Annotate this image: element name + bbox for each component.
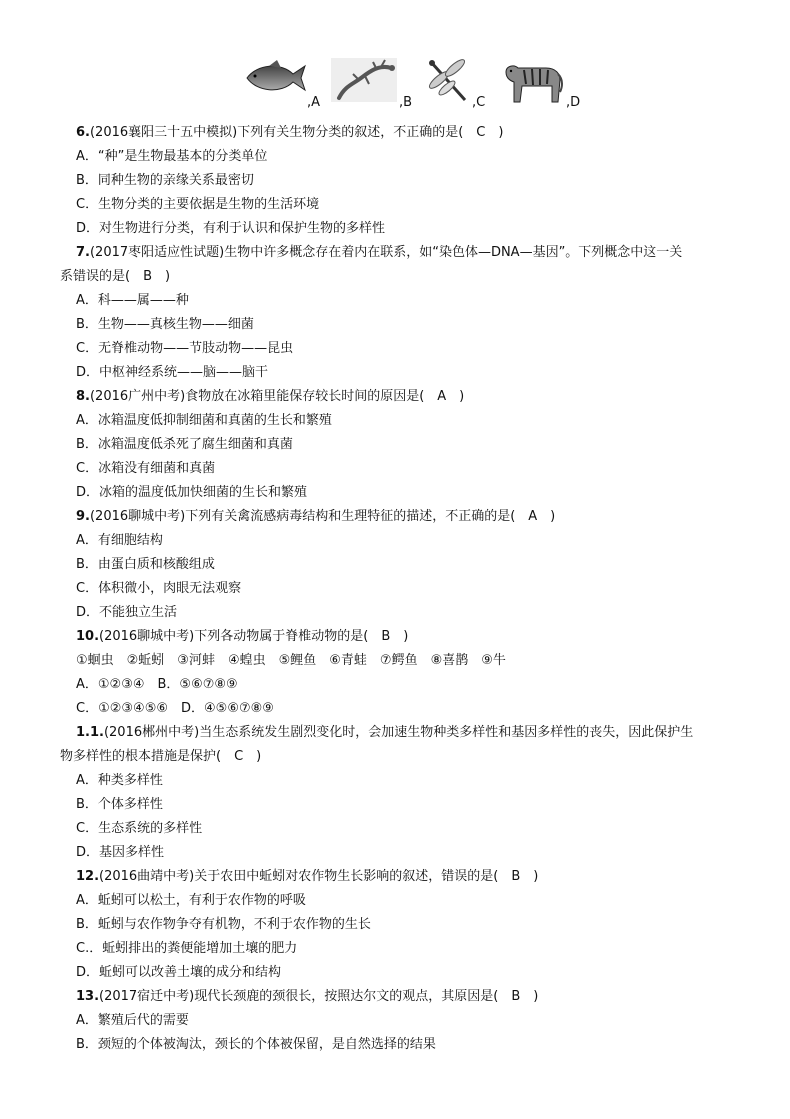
option-line: A．科——属——种 (76, 293, 189, 308)
option-line: ①蛔虫 ②蚯蚓 ③河蚌 ④蝗虫 ⑤鲤鱼 ⑥青蛙 ⑦鳄鱼 ⑧喜鹊 ⑨牛 (76, 653, 506, 668)
option-line: D．对生物进行分类，有利于认识和保护生物的多样性 (76, 221, 386, 236)
option-line: D．中枢神经系统——脑——脑干 (76, 365, 269, 380)
option-line: A．“种”是生物最基本的分类单位 (76, 149, 268, 164)
question-continuation: 物多样性的根本措施是保护( C ) (60, 749, 262, 764)
question-8-line (76, 385, 756, 409)
question-continuation: 系错误的是( B ) (60, 269, 171, 284)
question-7-line (76, 241, 756, 265)
option-line: C．生态系统的多样性 (76, 821, 203, 836)
question-9-line (76, 505, 756, 529)
dragonfly-icon (425, 58, 471, 104)
option-line: B．颈短的个体被淘汰，颈长的个体被保留，是自然选择的结果 (76, 1037, 436, 1052)
option-line: D．基因多样性 (76, 845, 165, 860)
option-line: C．体积微小，肉眼无法观察 (76, 581, 242, 596)
question-number: 9. (76, 509, 90, 524)
question-text: (2016曲靖中考)关于农田中蚯蚓对农作物生长影响的叙述，错误的是( B ) (99, 869, 539, 884)
figure-label-b: ,B (399, 95, 413, 110)
question-13-line (76, 985, 756, 1009)
question-text: (2017宿迁中考)现代长颈鹿的颈很长，按照达尔文的观点，其原因是( B ) (99, 989, 539, 1004)
question-list (60, 121, 756, 1057)
option-line: B．个体多样性 (76, 797, 163, 812)
option-line: C．生物分类的主要依据是生物的生活环境 (76, 197, 320, 212)
figure-label-d: ,D (566, 95, 581, 110)
option-line: B．冰箱温度低杀死了腐生细菌和真菌 (76, 437, 293, 452)
question-number: 10. (76, 629, 100, 644)
option-line: B．由蛋白质和核酸组成 (76, 557, 215, 572)
question-12-line (76, 865, 756, 889)
question-number: 8. (76, 389, 90, 404)
option-line: D．冰箱的温度低加快细菌的生长和繁殖 (76, 485, 308, 500)
question-number: 6. (76, 125, 90, 140)
option-line: C．冰箱没有细菌和真菌 (76, 461, 216, 476)
option-line: A．有细胞结构 (76, 533, 163, 548)
option-line: A．冰箱温度低抑制细菌和真菌的生长和繁殖 (76, 413, 332, 428)
option-line: D．蚯蚓可以改善土壤的成分和结构 (76, 965, 282, 980)
question-6-line (76, 121, 756, 145)
question-number: 13. (76, 989, 100, 1004)
option-line: A．蚯蚓可以松土，有利于农作物的呼吸 (76, 893, 306, 908)
option-line: A．①②③④ B．⑤⑥⑦⑧⑨ (76, 677, 238, 692)
question-11-line (76, 721, 756, 745)
option-line: B．同种生物的亲缘关系最密切 (76, 173, 254, 188)
option-line: A．繁殖后代的需要 (76, 1013, 189, 1028)
question-text: (2016襄阳三十五中模拟)下列有关生物分类的叙述，不正确的是( C ) (89, 125, 504, 140)
fish-icon (243, 58, 307, 98)
option-line: D．不能独立生活 (76, 605, 178, 620)
option-line: C.．蚯蚓排出的粪便能增加土壤的肥力 (76, 941, 298, 956)
question-number: 1.1. (76, 725, 104, 740)
option-line: C．无脊椎动物——节肢动物——昆虫 (76, 341, 294, 356)
option-line: B．生物——真核生物——细菌 (76, 317, 254, 332)
question-text: (2016聊城中考)下列有关禽流感病毒结构和生理特征的描述，不正确的是( A ) (89, 509, 556, 524)
question-text: (2016聊城中考)下列各动物属于脊椎动物的是( B ) (99, 629, 409, 644)
animal-figure (0, 58, 790, 110)
question-text: (2017枣阳适应性试题)生物中许多概念存在着内在联系，如“染色体—DNA—基因”。下列概念中这一关 (89, 245, 683, 260)
question-number: 7. (76, 245, 90, 260)
tiger-icon (502, 58, 564, 104)
lizard-icon (331, 58, 397, 102)
option-line: A．种类多样性 (76, 773, 163, 788)
figure-label-c: ,C (472, 95, 486, 110)
question-text: (2016郴州中考)当生态系统发生剧烈变化时，会加速生物种类多样性和基因多样性的丧失，因此保护生 (103, 725, 694, 740)
figure-label-a: ,A (307, 95, 321, 110)
question-text: (2016广州中考)食物放在冰箱里能保存较长时间的原因是( A ) (89, 389, 465, 404)
option-line: B．蚯蚓与农作物争夺有机物，不利于农作物的生长 (76, 917, 371, 932)
question-10-line (76, 625, 756, 649)
question-number: 12. (76, 869, 100, 884)
option-line: C．①②③④⑤⑥ D．④⑤⑥⑦⑧⑨ (76, 701, 274, 716)
